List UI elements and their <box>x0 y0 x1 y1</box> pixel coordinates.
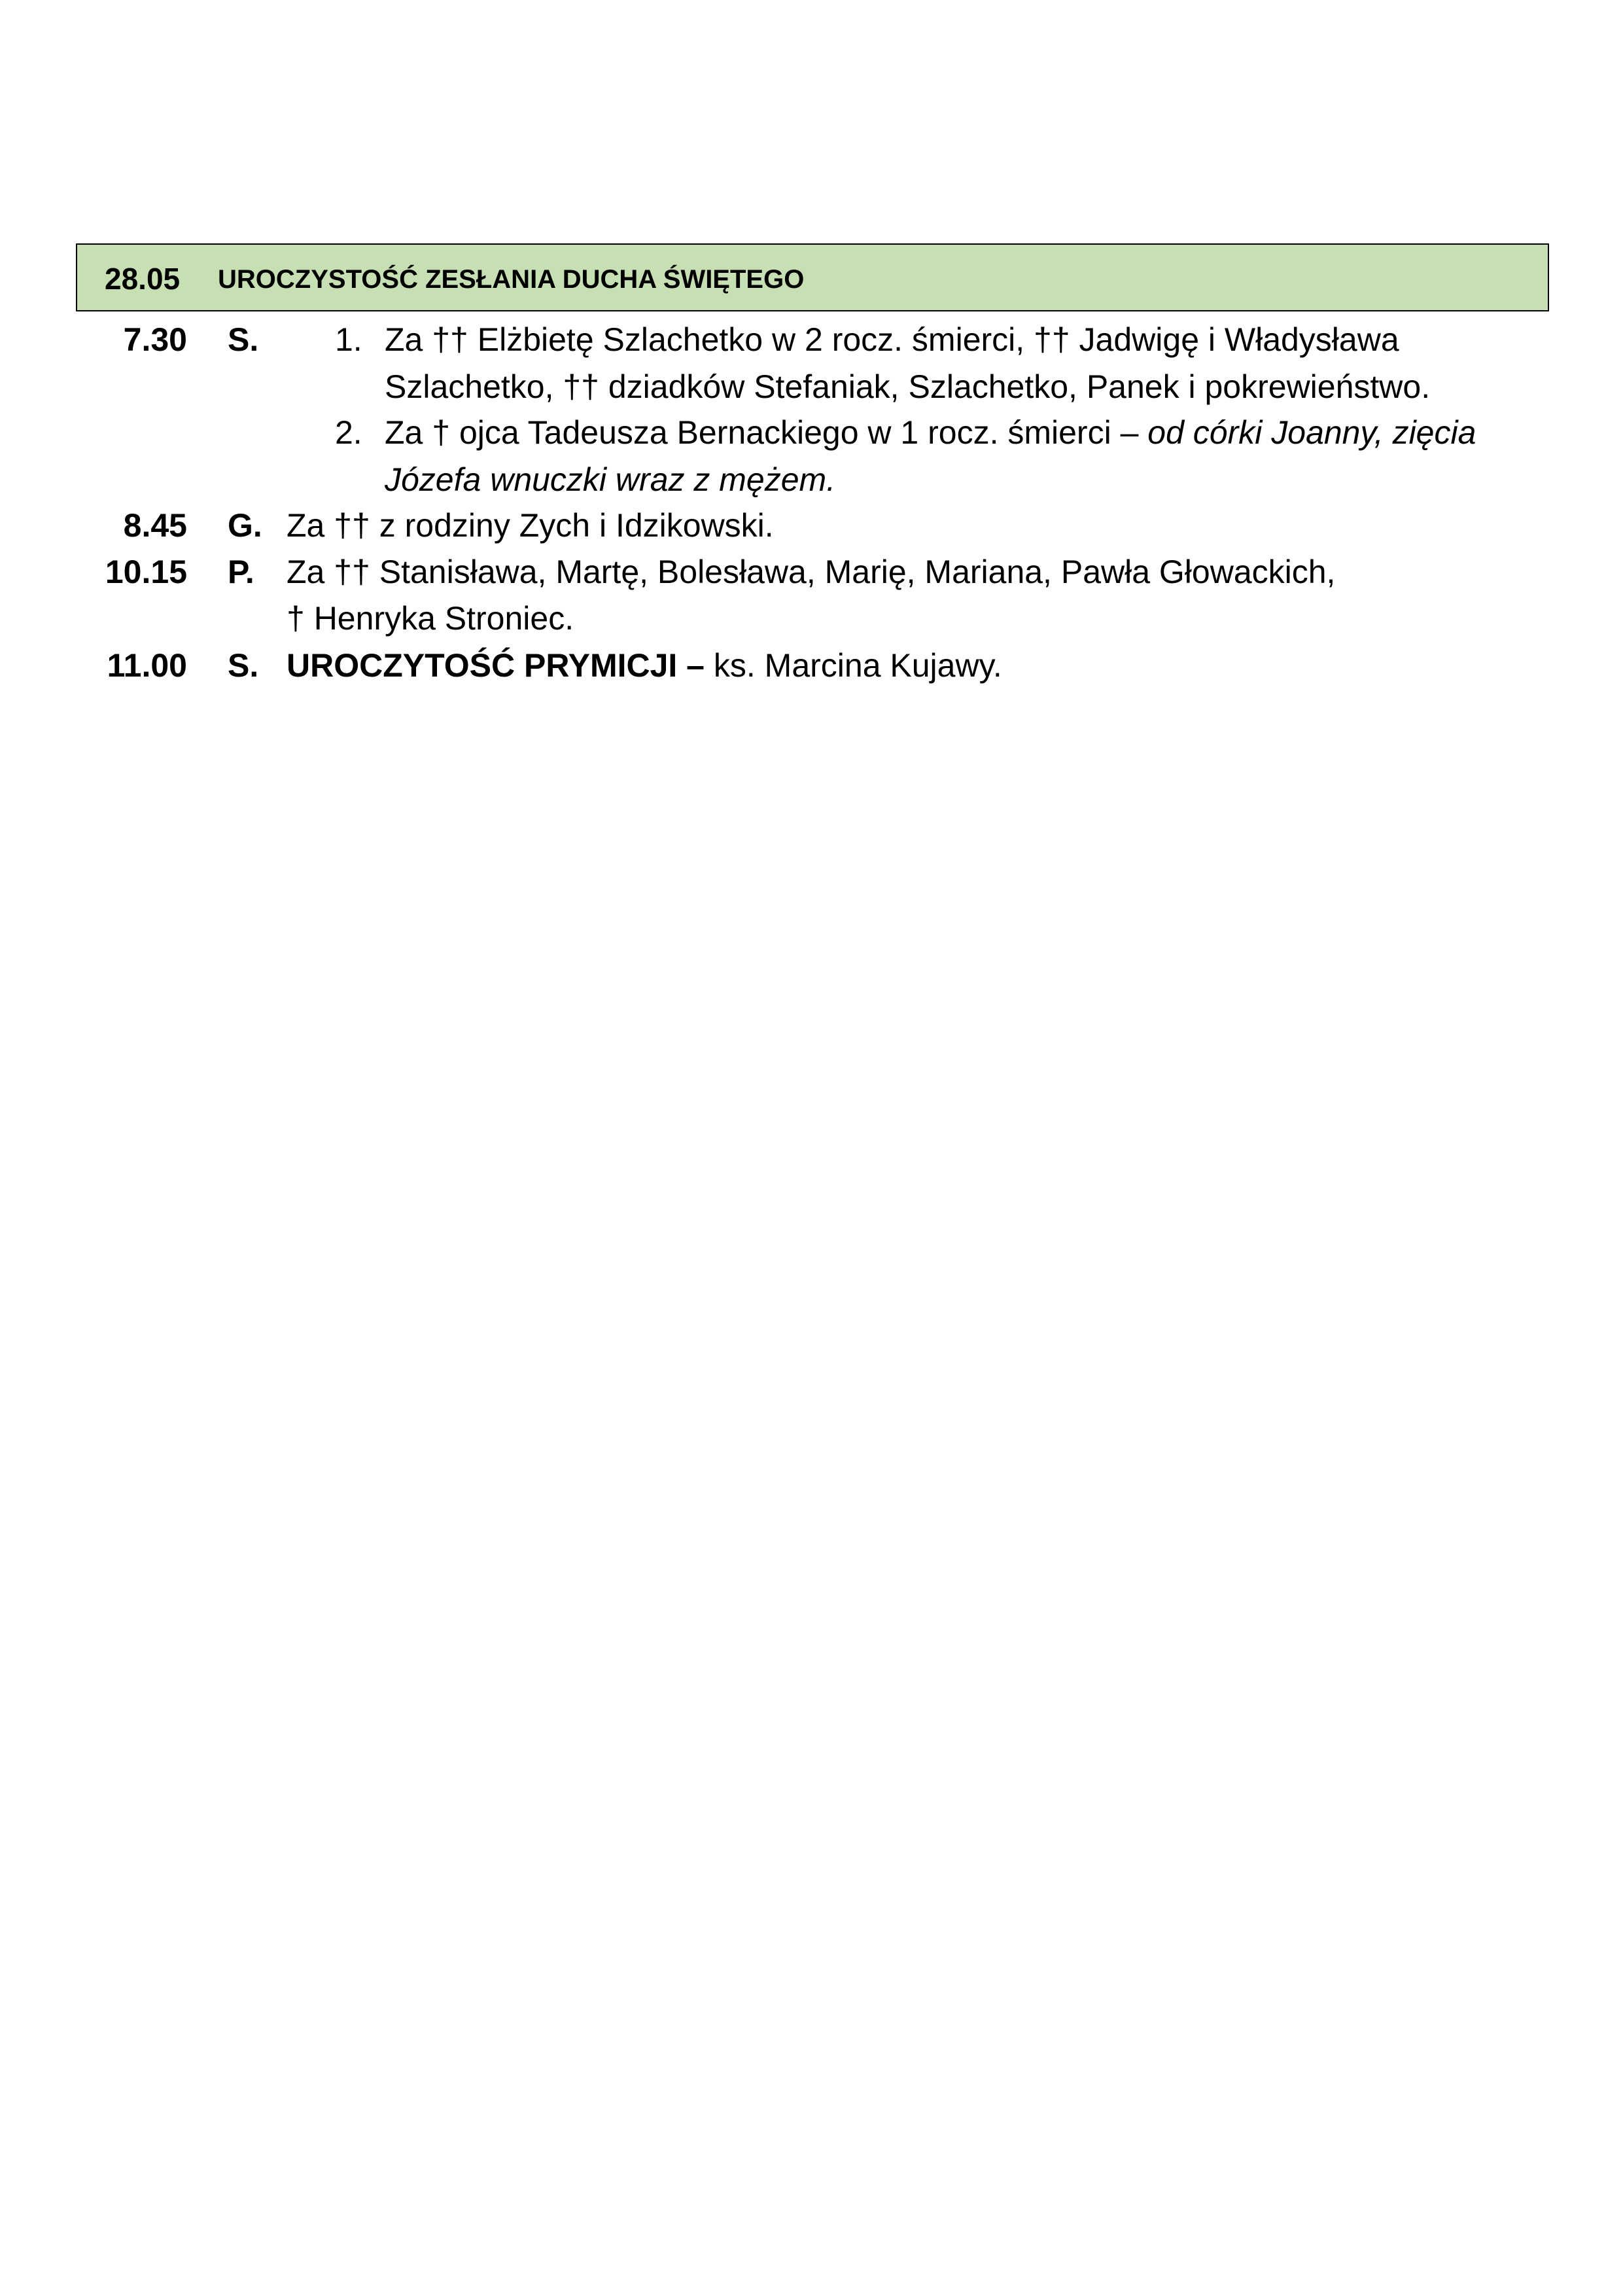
intention-line <box>385 414 1476 451</box>
mass-place: S. <box>228 647 259 684</box>
ceremony-text: ks. Marcina Kujawy. <box>713 647 1002 684</box>
intention-line <box>287 646 1002 684</box>
ceremony-title: UROCZYTOŚĆ PRYMICJI – <box>287 647 714 684</box>
day-header <box>76 243 1549 311</box>
mass-time: 7.30 <box>123 321 187 358</box>
intention-donor-text: od córki Joanny, zięcia <box>1147 414 1476 451</box>
mass-place: S. <box>228 321 259 358</box>
intention-number: 2. <box>335 414 362 451</box>
mass-place: G. <box>228 507 262 544</box>
intention-line: † Henryka Stroniec. <box>287 600 574 637</box>
header-date: 28.05 <box>105 262 181 296</box>
intention-number: 1. <box>335 321 362 358</box>
intention-text: Za † ojca Tadeusza Bernackiego w 1 rocz. śmierci – <box>385 414 1148 451</box>
intention-line: Za †† Elżbietę Szlachetko w 2 rocz. śmierci, †† Jadwigę i Władysława <box>385 321 1399 358</box>
mass-place: P. <box>228 554 254 590</box>
mass-time: 10.15 <box>105 554 187 590</box>
mass-time: 11.00 <box>107 647 187 684</box>
intention-donor-text: Józefa wnuczki wraz z mężem. <box>385 461 836 498</box>
intention-line: Szlachetko, †† dziadków Stefaniak, Szlachetko, Panek i pokrewieństwo. <box>385 368 1431 405</box>
intention-line: Za †† Stanisława, Martę, Bolesława, Marię, Mariana, Pawła Głowackich, <box>287 554 1336 590</box>
mass-time: 8.45 <box>123 507 187 544</box>
intention-line: Za †† z rodziny Zych i Idzikowski. <box>287 507 774 544</box>
header-title: UROCZYSTOŚĆ ZESŁANIA DUCHA ŚWIĘTEGO <box>218 265 805 294</box>
